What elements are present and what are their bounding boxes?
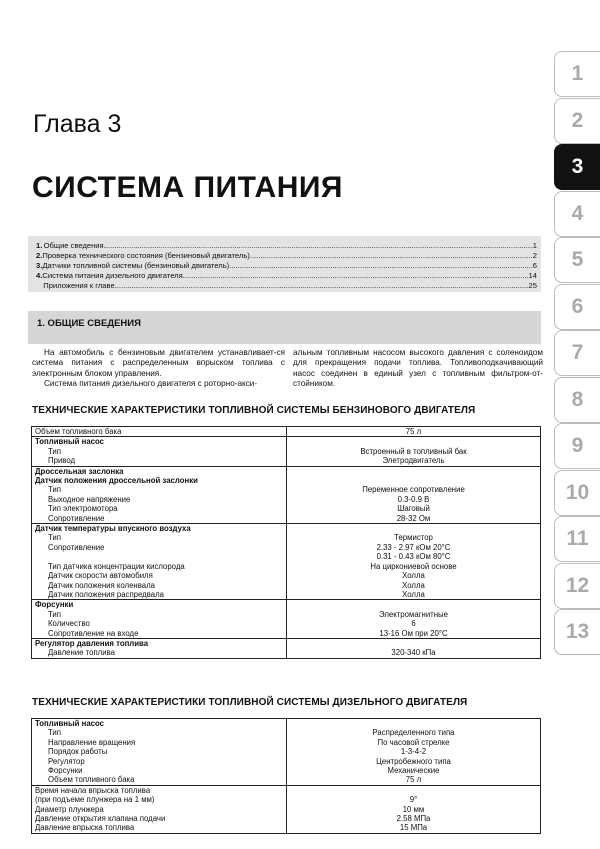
param-name: Диаметр плунжера [32, 805, 287, 814]
table-row [32, 485, 541, 494]
toc-page: 1 [532, 241, 537, 250]
param-name: Объем топливного бака [32, 775, 287, 785]
param-name: Время начала впрыска топлива [32, 785, 287, 795]
chapter-tab-1[interactable]: 1 [554, 51, 600, 97]
table2-title: ТЕХНИЧЕСКИЕ ХАРАКТЕРИСТИКИ ТОПЛИВНОЙ СИСТЕМЫ ДИЗЕЛЬНОГО ДВИГАТЕЛЯ [32, 697, 468, 708]
param-value [287, 466, 541, 476]
toc-number [36, 281, 43, 291]
table-row [32, 476, 541, 485]
toc-number: 4. [36, 271, 43, 280]
table-row [32, 562, 541, 571]
param-name: Тип датчика концентрации кислорода [32, 562, 287, 571]
param-value: Термистор [394, 533, 433, 543]
chapter-tab-6[interactable]: 6 [554, 284, 600, 330]
table-row [32, 543, 541, 552]
intro-left-column [32, 348, 285, 389]
toc-entry[interactable] [36, 271, 537, 281]
param-name: Датчик скорости автомобиля [32, 571, 287, 580]
param-name: Давление топлива [32, 648, 287, 658]
param-value [287, 600, 541, 610]
toc-page: 6 [532, 261, 537, 270]
param-name: Объем топливного бака [32, 427, 287, 437]
chapter-tab-9[interactable]: 9 [554, 423, 600, 469]
chapter-tab-12[interactable]: 12 [554, 563, 600, 609]
table-row [32, 795, 541, 804]
param-name: Тип [32, 610, 287, 619]
param-value: Распределенного типа [372, 728, 455, 738]
param-name: Тип [32, 533, 287, 542]
table-row [32, 514, 541, 524]
table-row [32, 719, 541, 729]
table-row [32, 456, 541, 466]
toc-text: Общие сведения [43, 241, 104, 250]
table-row [32, 437, 541, 447]
param-value [287, 785, 541, 795]
param-value: Холла [402, 571, 425, 581]
table1-title: ТЕХНИЧЕСКИЕ ХАРАКТЕРИСТИКИ ТОПЛИВНОЙ СИСТЕМЫ БЕНЗИНОВОГО ДВИГАТЕЛЯ [32, 405, 476, 416]
table-row [32, 427, 541, 437]
table-row [32, 533, 541, 542]
param-value: Встроенный в топливный бак [360, 446, 467, 456]
param-value: Шаговый [397, 504, 430, 514]
param-name: Давление впрыска топлива [32, 823, 287, 833]
param-name: Датчик положения дроссельной заслонки [32, 476, 287, 485]
param-name: Тип электромотора [32, 504, 287, 513]
table-row [32, 766, 541, 775]
toc-leader [115, 281, 529, 291]
param-name: Сопротивление на входе [32, 629, 287, 639]
chapter-label: Глава 3 [33, 110, 122, 138]
toc-leader [229, 261, 533, 271]
toc-text: Проверка технического состояния (бензиновый двигатель) [42, 251, 250, 260]
param-name: Регулятор [32, 757, 287, 766]
table-row [32, 495, 541, 504]
table-row [32, 785, 541, 795]
param-name: (при подъеме плунжера на 1 мм) [32, 795, 287, 804]
param-value: Механические [387, 766, 440, 776]
param-name: Выходное напряжение [32, 495, 287, 504]
param-value: 0.31 - 0.43 кОм 80°С [376, 552, 451, 562]
param-value: 75 л [405, 775, 422, 785]
param-value: 10 мм [402, 804, 425, 814]
toc-page: 14 [528, 271, 537, 280]
chapter-tab-2[interactable]: 2 [554, 98, 600, 144]
param-value: Элетродвигатель [382, 456, 445, 466]
param-value: 0.3-0.9 В [397, 494, 430, 504]
param-value: 320-340 кПа [391, 648, 436, 658]
param-value: Переменное сопротивление [362, 485, 465, 495]
param-name: Регулятор давления топлива [32, 638, 287, 648]
param-value [287, 638, 541, 648]
chapter-tabs [554, 51, 600, 656]
param-value: 13-16 Ом при 20°С [379, 628, 448, 638]
param-value: 9° [409, 795, 418, 805]
param-name: Тип [32, 485, 287, 494]
toc-text: Приложения к главе [43, 281, 115, 290]
page-title: СИСТЕМА ПИТАНИЯ [32, 171, 343, 204]
param-name: Сопротивление [32, 514, 287, 524]
table-row [32, 738, 541, 747]
table-row [32, 600, 541, 610]
table-row [32, 571, 541, 580]
param-name [32, 552, 287, 561]
param-value: 15 МПа [399, 823, 428, 833]
param-value [287, 437, 541, 447]
table-row [32, 814, 541, 823]
param-name: Топливный насос [32, 437, 287, 447]
toc-entry[interactable] [36, 261, 537, 271]
param-value: Холла [402, 580, 425, 590]
param-value: 28-32 Ом [396, 513, 431, 523]
toc-number: 1. [36, 241, 43, 250]
toc-text: Датчики топливной системы (бензиновый двигатель) [42, 261, 230, 270]
toc-text: Система питания дизельного двигателя [42, 271, 183, 280]
chapter-tab-13[interactable]: 13 [554, 609, 600, 655]
param-value: 1-3-4-2 [400, 747, 427, 757]
param-value: На циркониевой основе [370, 561, 457, 571]
param-name: Направление вращения [32, 738, 287, 747]
chapter-tab-11[interactable]: 11 [554, 516, 600, 562]
toc-leader [250, 251, 533, 261]
table-row [32, 805, 541, 814]
toc-entry[interactable] [36, 241, 537, 251]
param-value: Центробежного типа [376, 756, 451, 766]
intro-paragraph: На автомобиль с бензиновым двигателем устанавливает-ся система питания с распределенным впрыском топлива с электронным блоком управления. [32, 348, 285, 378]
table-row [32, 629, 541, 639]
param-value: По часовой стрелке [377, 737, 450, 747]
param-value: Электромагнитные [379, 609, 448, 619]
param-value: 2.33 - 2.97 кОм 20°С [376, 542, 451, 552]
table-row [32, 466, 541, 476]
toc-number: 3. [36, 261, 43, 270]
param-name: Привод [32, 456, 287, 466]
param-value [287, 476, 541, 485]
toc-leader [104, 241, 533, 251]
section-heading: 1. ОБЩИЕ СВЕДЕНИЯ [28, 311, 541, 344]
petrol-spec-table [31, 426, 541, 659]
param-value: 2.58 МПа [396, 814, 431, 824]
chapter-tab-3[interactable]: 3 [554, 144, 600, 190]
param-name: Датчик положения коленвала [32, 581, 287, 590]
param-name: Датчик температуры впускного воздуха [32, 524, 287, 534]
param-value: 75 л [405, 427, 422, 436]
chapter-tab-7[interactable]: 7 [554, 330, 600, 376]
table-row [32, 648, 541, 658]
toc-entry[interactable] [36, 281, 537, 291]
table-row [32, 581, 541, 590]
table-row [32, 447, 541, 456]
param-name: Форсунки [32, 766, 287, 775]
table-row [32, 610, 541, 619]
chapter-tab-10[interactable]: 10 [554, 470, 600, 516]
intro-right-column [293, 348, 543, 389]
table-row [32, 504, 541, 513]
toc-entry[interactable] [36, 251, 537, 261]
table-row [32, 757, 541, 766]
table-row [32, 524, 541, 534]
table-row [32, 619, 541, 628]
table-row [32, 728, 541, 737]
param-value [287, 719, 541, 729]
diesel-spec-table [31, 718, 541, 834]
param-name: Датчик положения распредвала [32, 590, 287, 600]
table-row [32, 775, 541, 785]
toc-page: 25 [528, 281, 537, 290]
table-row [32, 552, 541, 561]
table-row [32, 638, 541, 648]
toc-number: 2. [36, 251, 43, 260]
chapter-tab-4[interactable]: 4 [554, 191, 600, 237]
chapter-tab-5[interactable]: 5 [554, 237, 600, 283]
toc-page: 2 [532, 251, 537, 260]
param-name: Топливный насос [32, 719, 287, 729]
intro-paragraph: альным топливным насосом высокого давления с соленоидом для прекращения подачи топлива. Топливоподкачивающий насос соединен в единый узел с топливным фильтром-от-стойником. [293, 348, 543, 388]
param-name: Дроссельная заслонка [32, 466, 287, 476]
param-name: Форсунки [32, 600, 287, 610]
param-name: Тип [32, 447, 287, 456]
param-value [287, 524, 541, 534]
table-row [32, 590, 541, 600]
param-value: Холла [402, 589, 425, 599]
param-name: Сопротивление [32, 543, 287, 552]
param-name: Порядок работы [32, 747, 287, 756]
toc-leader [183, 271, 529, 281]
param-value: 6 [411, 619, 416, 629]
table-row [32, 747, 541, 756]
table-row [32, 823, 541, 833]
chapter-tab-8[interactable]: 8 [554, 377, 600, 423]
param-name: Тип [32, 728, 287, 737]
table-of-contents [28, 236, 541, 292]
param-name: Количество [32, 619, 287, 628]
param-name: Давление открытия клапана подачи [32, 814, 287, 823]
intro-paragraph: Система питания дизельного двигателя с роторно-акси- [44, 378, 258, 388]
